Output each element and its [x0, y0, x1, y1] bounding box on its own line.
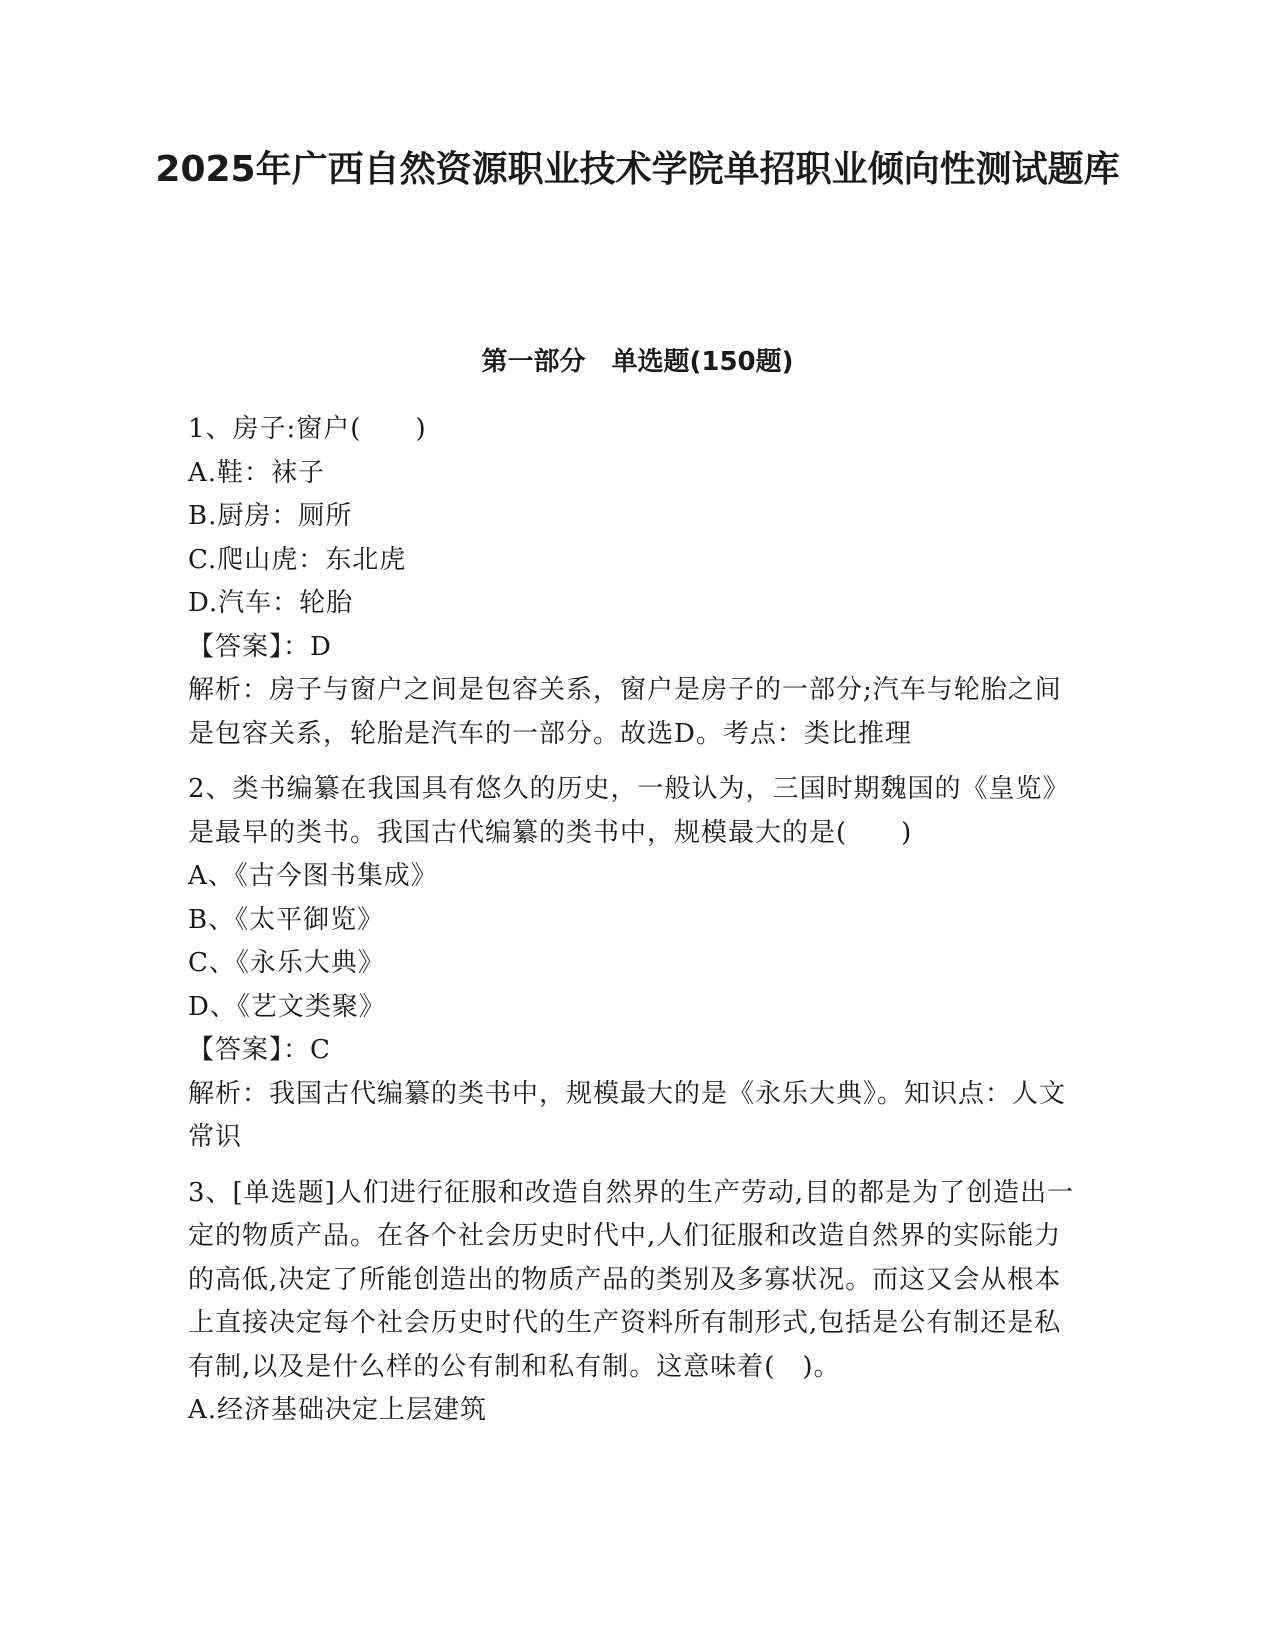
option-d: D.汽车：轮胎 — [188, 588, 354, 618]
option-b: B、《太平御览》 — [188, 904, 385, 935]
option-c: C.爬山虎：东北虎 — [188, 544, 407, 575]
question-1 — [188, 408, 1083, 756]
option-a: A、《古今图书集成》 — [188, 861, 438, 891]
question-stem: 3、[单选题]人们进行征服和改造自然界的生产劳动,目的都是为了创造出一定的物质产品。在各个社会历史时代中,人们征服和改造自然界的实际能力的高低,决定了所能创造出的物质产品的类别及多寡状况。而这又会从根本上直接决定每个社会历史时代的生产资料所有制形式,包括是公有制还是私有制,以及是什么样的公有制和私有制。这意味着( )。 — [188, 1177, 1075, 1382]
document-title: 2025年广西自然资源职业技术学院单招职业倾向性测试题库 — [155, 149, 1120, 190]
option-a: A.经济基础决定上层建筑 — [188, 1395, 488, 1425]
section-title: 第一部分 单选题(150题) — [481, 347, 794, 377]
option-d: D、《艺文类聚》 — [188, 991, 386, 1022]
option-c: C、《永乐大典》 — [188, 948, 385, 978]
answer-line: 【答案】：C — [188, 1035, 331, 1065]
question-3 — [188, 1172, 1083, 1433]
question-stem: 2、类书编纂在我国具有悠久的历史，一般认为，三国时期魏国的《皇览》是最早的类书。我国古代编纂的类书中，规模最大的是( ) — [188, 774, 1070, 848]
answer-line: 【答案】：D — [188, 631, 332, 662]
option-b: B.厨房：厕所 — [188, 501, 353, 531]
question-stem: 1、房子:窗户( ) — [188, 414, 427, 444]
analysis-text: 解析：房子与窗户之间是包容关系，窗户是房子的一部分;汽车与轮胎之间是包容关系，轮胎是汽车的一部分。故选D。考点：类比推理 — [188, 675, 1062, 749]
analysis-text: 解析：我国古代编纂的类书中，规模最大的是《永乐大典》。知识点：人文常识 — [188, 1078, 1067, 1152]
question-list — [188, 408, 1083, 1445]
question-2 — [188, 768, 1083, 1160]
option-a: A.鞋：袜子 — [188, 457, 326, 488]
